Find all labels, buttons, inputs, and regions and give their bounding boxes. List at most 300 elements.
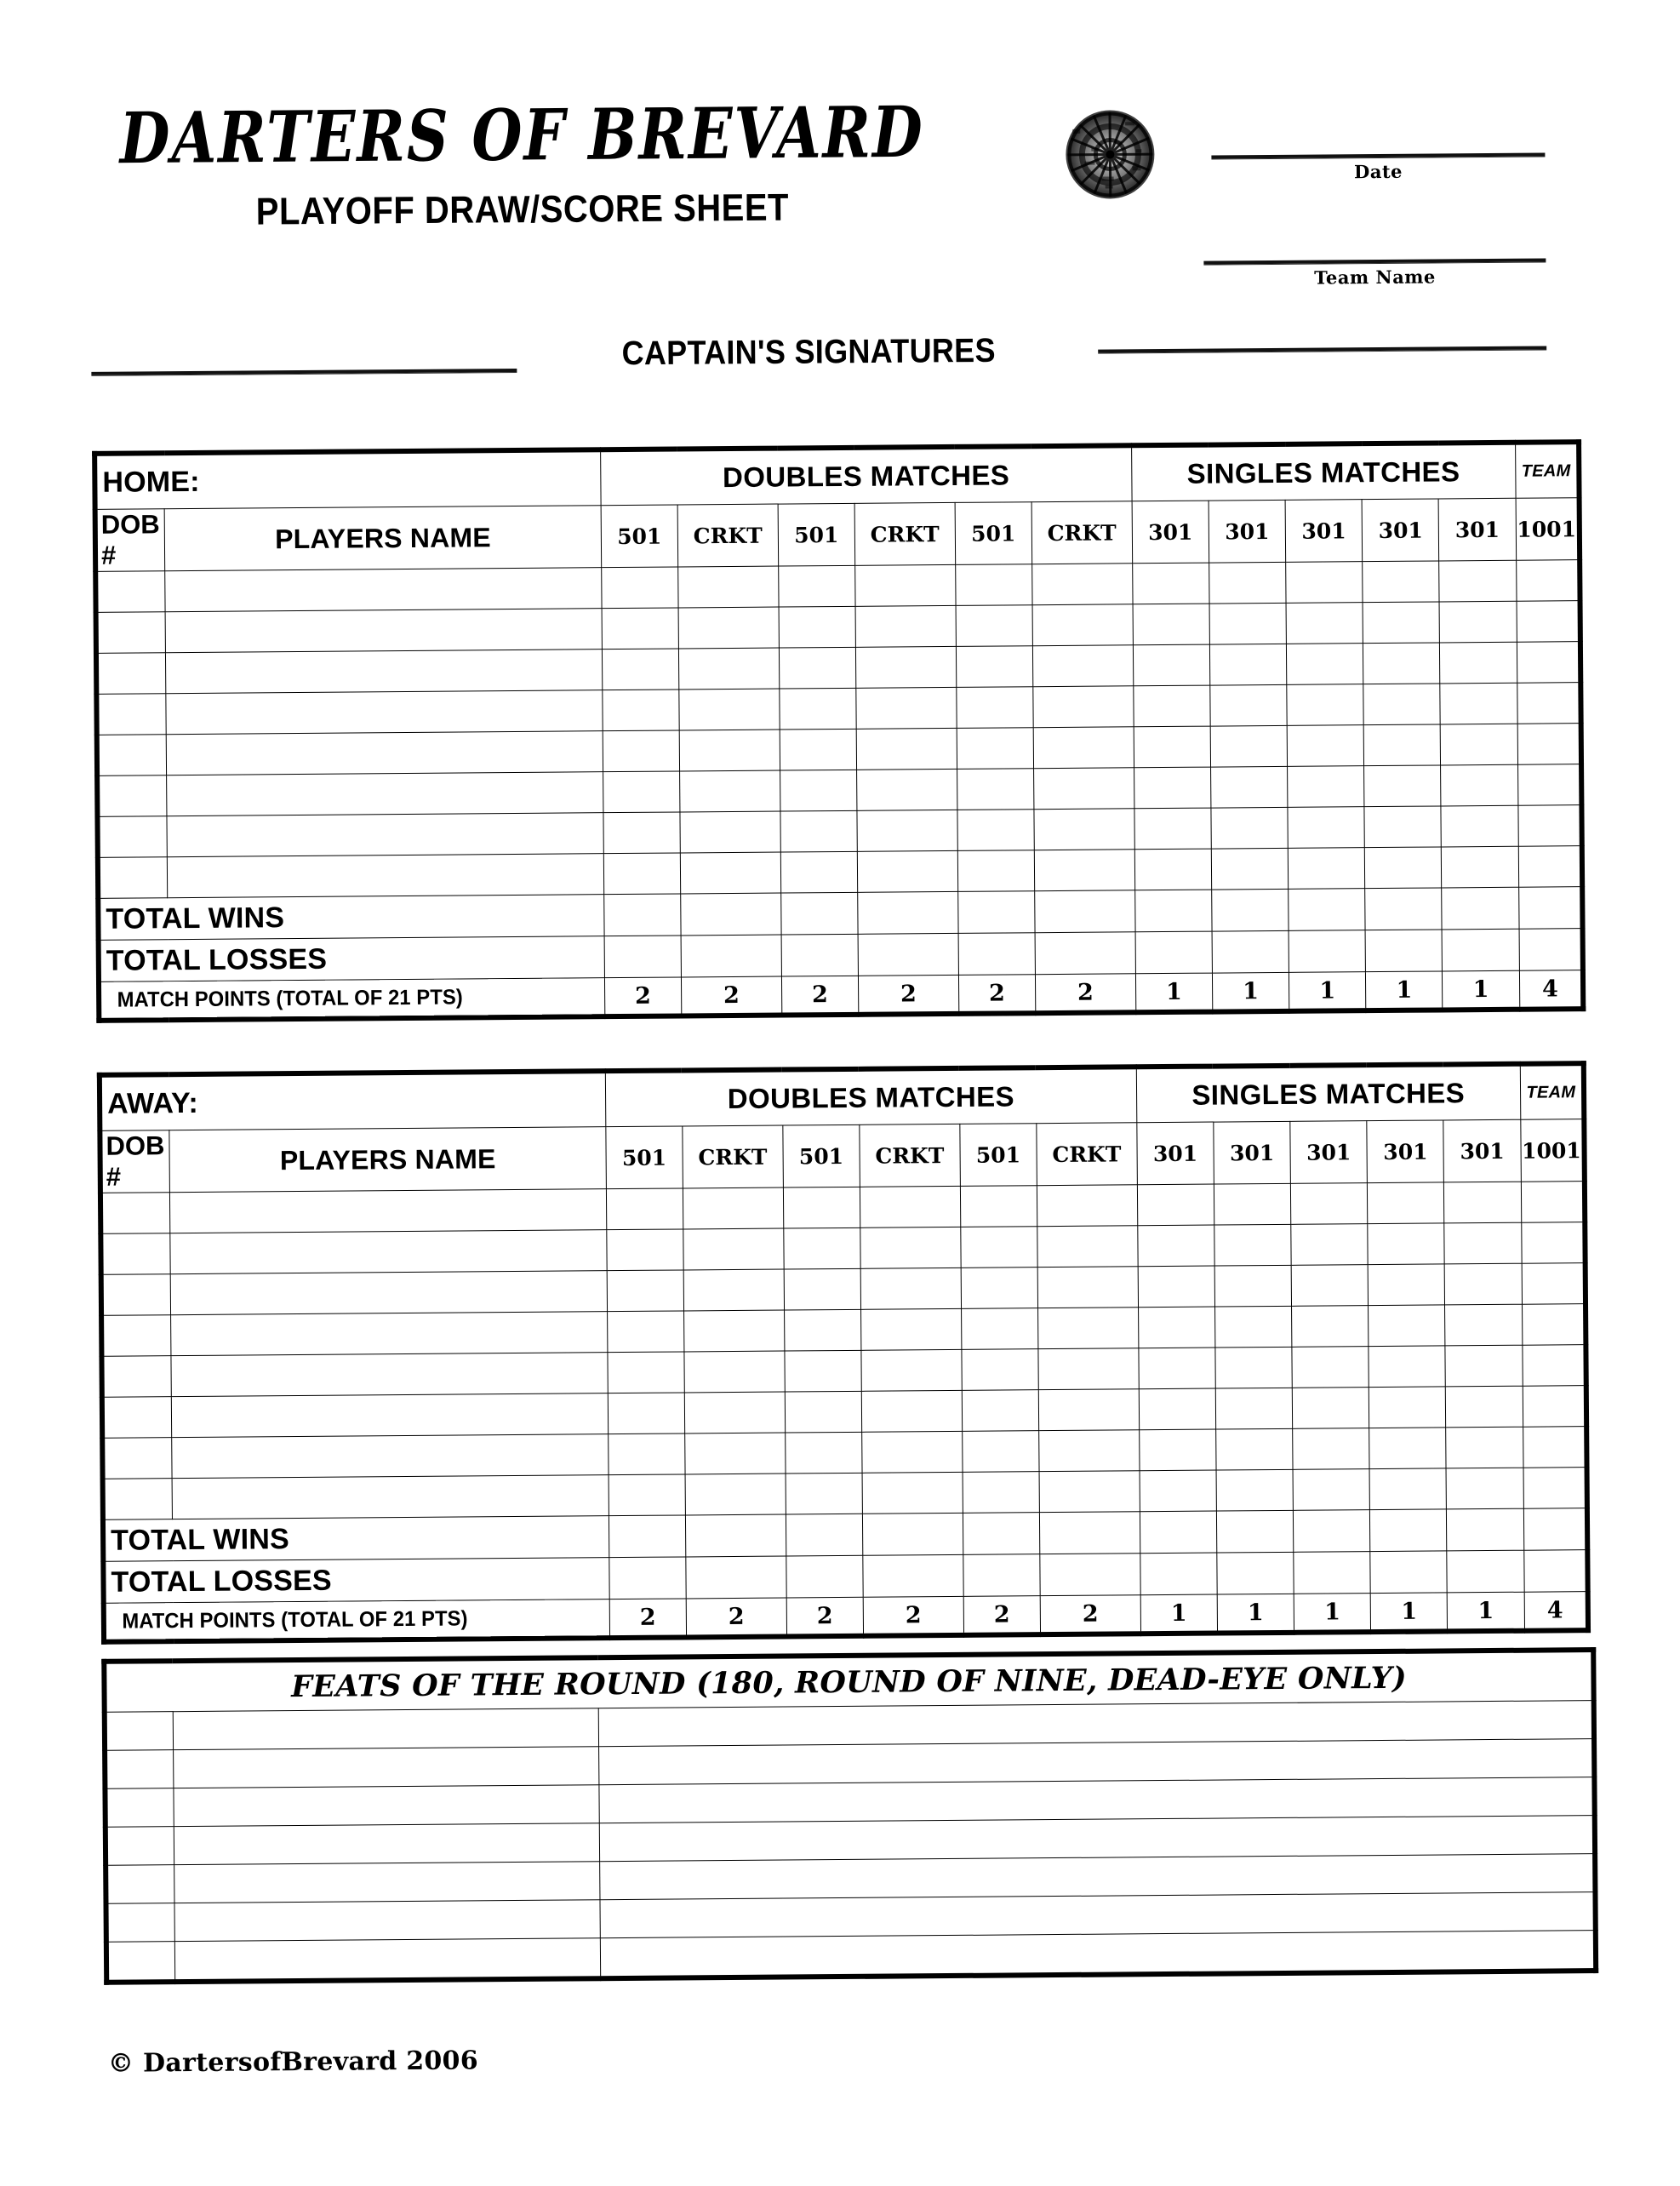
away-doubles-score-cell[interactable]	[961, 1227, 1038, 1268]
home-doubles-score-cell[interactable]	[678, 648, 779, 690]
home-singles-score-cell[interactable]	[1288, 766, 1365, 808]
home-singles-score-cell[interactable]	[1288, 848, 1365, 890]
away-doubles-score-cell[interactable]	[783, 1187, 860, 1228]
feats-rows	[105, 1701, 1596, 1983]
away-singles-score-cell[interactable]	[1445, 1304, 1523, 1346]
away-doubles-score-cell[interactable]	[683, 1269, 784, 1311]
away-doubles-score-cell[interactable]	[861, 1349, 962, 1391]
feat-cell[interactable]	[105, 1712, 173, 1751]
home-singles-score-cell[interactable]	[1210, 725, 1288, 767]
date-line[interactable]	[1211, 152, 1545, 159]
home-team-score-cell[interactable]	[1517, 724, 1581, 765]
home-player-name-cell[interactable]	[166, 690, 603, 735]
home-doubles-score-cell[interactable]	[602, 608, 679, 650]
home-total-wins-cell[interactable]	[1518, 887, 1582, 930]
away-doubles-score-cell[interactable]	[860, 1186, 960, 1227]
feat-cell[interactable]	[105, 1788, 173, 1828]
away-doubles-score-cell[interactable]	[862, 1431, 963, 1473]
away-doubles-score-cell[interactable]	[608, 1352, 685, 1393]
home-total-losses-cell[interactable]	[858, 933, 958, 976]
home-team-score-cell[interactable]	[1517, 683, 1580, 724]
away-team-name-field[interactable]: AWAY:	[100, 1071, 606, 1130]
away-doubles-score-cell[interactable]	[1039, 1430, 1140, 1472]
home-doubles-score-cell[interactable]	[957, 687, 1034, 729]
away-total-losses-cell[interactable]	[1523, 1550, 1587, 1593]
away-doubles-score-cell[interactable]	[685, 1474, 786, 1515]
home-singles-score-cell[interactable]	[1364, 806, 1442, 848]
home-total-losses-cell[interactable]	[1442, 929, 1519, 971]
home-doubles-score-cell[interactable]	[1033, 768, 1134, 810]
away-singles-score-cell[interactable]	[1139, 1348, 1216, 1389]
away-doubles-score-cell[interactable]	[684, 1392, 785, 1433]
home-singles-score-cell[interactable]	[1209, 562, 1287, 604]
home-player-dob-cell[interactable]	[97, 816, 167, 858]
away-doubles-score-cell[interactable]	[608, 1393, 685, 1434]
away-doubles-score-cell[interactable]	[785, 1391, 862, 1433]
home-doubles-score-cell[interactable]	[855, 646, 956, 688]
away-singles-score-cell[interactable]	[1368, 1264, 1445, 1306]
away-total-wins-cell[interactable]	[1039, 1512, 1140, 1554]
home-doubles-score-cell[interactable]	[780, 729, 857, 770]
home-doubles-score-cell[interactable]	[780, 810, 858, 852]
away-total-losses-cell[interactable]	[1447, 1550, 1524, 1593]
home-singles-score-cell[interactable]	[1132, 563, 1209, 604]
home-team-name-field[interactable]: HOME:	[94, 449, 601, 509]
away-total-wins-cell[interactable]	[862, 1513, 963, 1555]
away-total-wins-cell[interactable]	[1216, 1510, 1294, 1553]
home-doubles-score-cell[interactable]	[780, 688, 857, 730]
away-player-name-cell[interactable]	[171, 1353, 608, 1397]
home-doubles-score-cell[interactable]	[679, 689, 780, 730]
home-doubles-score-cell[interactable]	[957, 850, 1035, 892]
home-player-name-cell[interactable]	[167, 772, 603, 816]
home-doubles-score-cell[interactable]	[856, 687, 957, 729]
home-doubles-score-cell[interactable]	[957, 810, 1035, 851]
home-player-dob-cell[interactable]	[97, 735, 167, 776]
away-singles-score-cell[interactable]	[1291, 1183, 1369, 1225]
away-total-wins-cell[interactable]	[1447, 1508, 1524, 1551]
home-total-wins-cell[interactable]	[1212, 889, 1289, 931]
away-doubles-score-cell[interactable]	[784, 1268, 861, 1310]
home-total-losses-cell[interactable]	[1212, 930, 1289, 973]
away-doubles-score-cell[interactable]	[961, 1308, 1038, 1350]
away-player-dob-cell[interactable]	[102, 1438, 172, 1479]
home-player-dob-cell[interactable]	[95, 571, 165, 613]
away-doubles-score-cell[interactable]	[960, 1186, 1037, 1227]
home-player-name-cell[interactable]	[165, 568, 602, 612]
home-singles-score-cell[interactable]	[1439, 560, 1517, 602]
home-total-wins-cell[interactable]	[858, 891, 958, 934]
away-total-losses-cell[interactable]	[1140, 1553, 1218, 1595]
away-total-wins-cell[interactable]	[609, 1515, 686, 1558]
away-doubles-score-cell[interactable]	[1038, 1389, 1139, 1431]
home-singles-score-cell[interactable]	[1440, 642, 1517, 684]
away-player-name-cell[interactable]	[170, 1230, 607, 1274]
home-match-points-value: 2	[781, 976, 859, 1015]
away-doubles-score-cell[interactable]	[1038, 1348, 1139, 1390]
away-total-losses-cell[interactable]	[786, 1555, 864, 1598]
feat-cell[interactable]	[174, 1823, 599, 1865]
home-player-dob-cell[interactable]	[97, 775, 167, 817]
away-singles-score-cell[interactable]	[1291, 1265, 1369, 1307]
home-doubles-score-cell[interactable]	[1032, 564, 1133, 605]
away-doubles-score-cell[interactable]	[860, 1227, 961, 1268]
away-team-score-cell[interactable]	[1523, 1427, 1586, 1468]
home-singles-score-cell[interactable]	[1441, 724, 1518, 765]
home-doubles-score-cell[interactable]	[857, 850, 957, 892]
away-singles-score-cell[interactable]	[1293, 1428, 1370, 1470]
away-singles-score-cell[interactable]	[1215, 1388, 1293, 1429]
home-doubles-score-cell[interactable]	[856, 728, 957, 770]
away-total-losses-cell[interactable]	[1370, 1551, 1448, 1594]
away-singles-score-cell[interactable]	[1214, 1265, 1292, 1307]
home-doubles-score-cell[interactable]	[780, 851, 858, 893]
feat-cell[interactable]	[173, 1747, 598, 1788]
away-doubles-score-cell[interactable]	[606, 1188, 683, 1230]
home-total-wins-cell[interactable]	[1035, 890, 1135, 933]
away-doubles-score-cell[interactable]	[861, 1390, 962, 1432]
home-doubles-score-cell[interactable]	[602, 649, 679, 690]
away-player-name-cell[interactable]	[172, 1393, 609, 1438]
home-match-points-value: 2	[858, 975, 958, 1014]
home-player-dob-cell[interactable]	[96, 612, 166, 654]
home-singles-score-cell[interactable]	[1134, 808, 1212, 850]
home-doubles-score-cell[interactable]	[778, 565, 855, 607]
away-singles-score-cell[interactable]	[1138, 1307, 1215, 1348]
home-doubles-score-cell[interactable]	[779, 647, 856, 689]
home-doubles-score-cell[interactable]	[680, 852, 780, 894]
home-total-wins-cell[interactable]	[1134, 890, 1212, 932]
away-doubles-score-cell[interactable]	[862, 1472, 963, 1514]
home-singles-score-cell[interactable]	[1363, 602, 1440, 644]
home-total-losses-cell[interactable]	[1365, 930, 1443, 972]
home-doubles-score-cell[interactable]	[779, 606, 856, 648]
home-doubles-score-cell[interactable]	[678, 607, 779, 649]
away-singles-score-cell[interactable]	[1368, 1182, 1445, 1224]
home-doubles-score-cell[interactable]	[1033, 686, 1134, 728]
away-singles-score-cell[interactable]	[1138, 1225, 1215, 1267]
away-singles-score-cell[interactable]	[1369, 1346, 1446, 1388]
away-singles-score-cell[interactable]	[1215, 1347, 1293, 1388]
away-singles-score-cell[interactable]	[1140, 1470, 1217, 1512]
home-player-dob-cell[interactable]	[96, 653, 166, 695]
home-singles-score-cell[interactable]	[1442, 846, 1519, 888]
away-doubles-score-cell[interactable]	[784, 1227, 861, 1269]
away-total-wins-cell[interactable]	[1294, 1510, 1371, 1553]
feat-cell[interactable]	[173, 1785, 598, 1827]
home-player-name-cell[interactable]	[166, 609, 603, 653]
home-doubles-score-cell[interactable]	[1034, 809, 1134, 850]
away-team-score-cell[interactable]	[1523, 1468, 1587, 1509]
away-singles-score-cell[interactable]	[1368, 1223, 1445, 1265]
away-doubles-score-cell[interactable]	[608, 1433, 685, 1475]
home-doubles-score-cell[interactable]	[956, 646, 1033, 688]
away-total-losses-cell[interactable]	[1040, 1554, 1140, 1596]
home-singles-score-cell[interactable]	[1133, 604, 1210, 645]
home-singles-score-cell[interactable]	[1134, 685, 1211, 727]
away-singles-score-cell[interactable]	[1216, 1469, 1294, 1511]
away-player-name-cell[interactable]	[173, 1475, 609, 1519]
away-doubles-score-cell[interactable]	[1037, 1185, 1137, 1227]
away-singles-score-cell[interactable]	[1444, 1182, 1522, 1223]
away-doubles-score-cell[interactable]	[786, 1473, 863, 1514]
away-singles-score-cell[interactable]	[1369, 1428, 1447, 1469]
away-singles-score-cell[interactable]	[1369, 1305, 1446, 1347]
home-doubles-score-cell[interactable]	[856, 769, 957, 810]
away-total-losses-cell[interactable]	[609, 1557, 687, 1599]
away-doubles-score-cell[interactable]	[962, 1431, 1039, 1473]
away-singles-score-cell[interactable]	[1293, 1469, 1370, 1511]
away-total-losses-cell[interactable]	[1217, 1552, 1294, 1594]
away-singles-score-cell[interactable]	[1291, 1224, 1369, 1266]
away-total-wins-cell[interactable]	[963, 1513, 1040, 1555]
captain-signature-left-line[interactable]	[91, 369, 517, 376]
home-doubles-score-cell[interactable]	[957, 769, 1034, 810]
away-team-score-cell[interactable]	[1523, 1386, 1586, 1428]
home-doubles-score-cell[interactable]	[855, 564, 956, 606]
home-singles-score-cell[interactable]	[1134, 726, 1211, 768]
away-singles-score-cell[interactable]	[1292, 1347, 1369, 1388]
home-doubles-score-cell[interactable]	[603, 771, 680, 813]
home-doubles-score-cell[interactable]	[956, 605, 1033, 647]
home-player-dob-cell[interactable]	[98, 857, 168, 899]
home-team-score-cell[interactable]	[1516, 560, 1580, 602]
away-singles-score-cell[interactable]	[1445, 1263, 1523, 1305]
home-doubles-score-cell[interactable]	[679, 770, 780, 812]
away-doubles-score-cell[interactable]	[683, 1310, 784, 1352]
captain-signature-right-line[interactable]	[1098, 346, 1546, 353]
away-doubles-score-cell[interactable]	[962, 1349, 1039, 1391]
away-total-wins-cell[interactable]	[685, 1514, 786, 1557]
home-doubles-score-cell[interactable]	[957, 728, 1034, 770]
away-doubles-score-cell[interactable]	[683, 1228, 784, 1270]
away-doubles-score-cell[interactable]	[785, 1432, 862, 1474]
home-singles-score-cell[interactable]	[1209, 603, 1287, 644]
home-team-score-cell[interactable]	[1517, 601, 1580, 643]
away-singles-score-cell[interactable]	[1292, 1306, 1369, 1348]
home-singles-score-cell[interactable]	[1439, 601, 1517, 643]
away-singles-score-cell[interactable]	[1446, 1427, 1523, 1468]
home-doubles-score-cell[interactable]	[955, 564, 1032, 606]
away-doubles-score-cell[interactable]	[607, 1311, 684, 1353]
home-singles-score-cell[interactable]	[1363, 684, 1441, 725]
home-singles-score-cell[interactable]	[1286, 562, 1363, 604]
away-team-score-cell[interactable]	[1522, 1304, 1586, 1346]
home-singles-score-cell[interactable]	[1288, 807, 1365, 849]
away-doubles-score-cell[interactable]	[1037, 1267, 1138, 1308]
home-doubles-score-cell[interactable]	[780, 770, 857, 811]
home-doubles-score-cell[interactable]	[1032, 645, 1133, 687]
feat-cell[interactable]	[105, 1750, 173, 1789]
home-singles-score-cell[interactable]	[1364, 765, 1442, 807]
away-singles-score-cell[interactable]	[1445, 1345, 1523, 1387]
feat-cell[interactable]	[174, 1862, 599, 1903]
away-total-losses-cell[interactable]	[863, 1554, 963, 1597]
home-singles-score-cell[interactable]	[1440, 683, 1517, 724]
home-total-wins-cell[interactable]	[780, 892, 858, 935]
away-player-dob-cell[interactable]	[102, 1397, 172, 1439]
home-singles-score-cell[interactable]	[1441, 764, 1518, 806]
home-doubles-score-cell[interactable]	[679, 730, 780, 771]
away-player-name-cell[interactable]	[171, 1271, 608, 1315]
home-total-losses-cell[interactable]	[1035, 932, 1135, 975]
away-player-dob-cell[interactable]	[101, 1356, 171, 1398]
home-team-score-cell[interactable]	[1518, 846, 1582, 888]
home-doubles-score-cell[interactable]	[603, 853, 681, 895]
home-player-name-cell[interactable]	[167, 731, 603, 775]
away-doubles-score-cell[interactable]	[607, 1270, 684, 1312]
away-total-losses-cell[interactable]	[686, 1556, 786, 1599]
home-doubles-score-cell[interactable]	[603, 812, 681, 854]
home-team-score-cell[interactable]	[1517, 642, 1580, 684]
home-singles-score-cell[interactable]	[1210, 684, 1288, 726]
away-player-name-cell[interactable]	[172, 1434, 609, 1479]
home-singles-score-cell[interactable]	[1134, 849, 1212, 890]
home-singles-score-cell[interactable]	[1287, 725, 1364, 767]
team-name-line[interactable]	[1203, 258, 1546, 265]
home-player-name-cell[interactable]	[167, 813, 603, 857]
away-player-name-cell[interactable]	[171, 1312, 608, 1356]
home-singles-score-cell[interactable]	[1363, 561, 1440, 603]
away-doubles-score-cell[interactable]	[961, 1268, 1038, 1309]
away-player-dob-cell[interactable]	[103, 1479, 173, 1520]
home-team-score-cell[interactable]	[1518, 805, 1582, 847]
away-singles-score-cell[interactable]	[1214, 1224, 1292, 1266]
away-doubles-score-cell[interactable]	[685, 1433, 786, 1474]
away-doubles-score-cell[interactable]	[1037, 1226, 1138, 1268]
away-total-losses-cell[interactable]	[1294, 1552, 1371, 1594]
home-doubles-score-cell[interactable]	[1034, 850, 1134, 891]
away-singles-score-cell[interactable]	[1446, 1386, 1523, 1428]
feat-cell[interactable]	[106, 1942, 174, 1983]
home-singles-score-cell[interactable]	[1211, 848, 1289, 890]
home-singles-score-cell[interactable]	[1209, 644, 1287, 685]
away-team-score-cell[interactable]	[1522, 1263, 1586, 1305]
home-total-wins-cell[interactable]	[1442, 887, 1519, 930]
home-total-wins-cell[interactable]	[681, 893, 781, 936]
home-doubles-score-cell[interactable]	[1032, 604, 1133, 646]
home-match-points-value: 1	[1443, 970, 1520, 1010]
away-doubles-score-cell[interactable]	[962, 1390, 1039, 1432]
away-singles-score-cell[interactable]	[1292, 1388, 1369, 1429]
away-doubles-score-cell[interactable]	[784, 1309, 861, 1351]
home-total-wins-cell[interactable]	[1289, 889, 1366, 931]
home-singles-score-cell[interactable]	[1287, 644, 1364, 685]
away-doubles-score-cell[interactable]	[860, 1308, 961, 1350]
away-player-rows	[100, 1182, 1587, 1520]
away-singles-score-cell[interactable]	[1139, 1429, 1216, 1471]
feat-cell[interactable]	[106, 1865, 174, 1904]
away-doubles-score-cell[interactable]	[1037, 1308, 1138, 1349]
away-team-score-cell[interactable]	[1523, 1345, 1586, 1387]
home-doubles-score-cell[interactable]	[1033, 727, 1134, 769]
away-total-wins-cell[interactable]	[1370, 1509, 1448, 1552]
home-total-losses-cell[interactable]	[1519, 929, 1583, 971]
home-singles-score-cell[interactable]	[1134, 767, 1211, 809]
away-singles-score-cell[interactable]	[1444, 1222, 1522, 1264]
away-player-dob-cell[interactable]	[100, 1233, 170, 1275]
home-doubles-score-cell[interactable]	[857, 810, 957, 851]
away-singles-score-cell[interactable]	[1214, 1183, 1291, 1225]
home-singles-score-cell[interactable]	[1365, 847, 1443, 889]
away-singles-score-cell[interactable]	[1214, 1306, 1292, 1348]
away-player-dob-cell[interactable]	[101, 1315, 171, 1357]
away-total-wins-cell[interactable]	[1140, 1511, 1217, 1554]
away-team-score-cell[interactable]	[1521, 1182, 1585, 1223]
away-doubles-score-cell[interactable]	[785, 1350, 862, 1392]
home-singles-score-cell[interactable]	[1363, 724, 1441, 766]
feat-cell[interactable]	[106, 1903, 174, 1943]
away-doubles-score-cell[interactable]	[684, 1351, 785, 1393]
home-total-wins-cell[interactable]	[1365, 888, 1443, 930]
home-singles-score-cell[interactable]	[1363, 643, 1441, 684]
home-total-losses-cell[interactable]	[1135, 931, 1213, 974]
home-singles-score-cell[interactable]	[1133, 644, 1210, 686]
away-singles-score-cell[interactable]	[1369, 1387, 1447, 1428]
away-player-dob-cell[interactable]	[101, 1274, 171, 1316]
away-total-wins-cell[interactable]	[1523, 1508, 1587, 1551]
away-singles-score-cell[interactable]	[1139, 1388, 1216, 1430]
away-player-dob-cell[interactable]	[100, 1193, 170, 1234]
home-doubles-score-cell[interactable]	[678, 566, 779, 608]
away-singles-score-cell[interactable]	[1216, 1428, 1294, 1470]
home-player-dob-cell[interactable]	[96, 694, 166, 735]
away-doubles-score-cell[interactable]	[963, 1472, 1040, 1514]
feat-cell[interactable]	[600, 1931, 1596, 1979]
away-total-wins-cell[interactable]	[786, 1514, 863, 1556]
home-doubles-score-cell[interactable]	[601, 567, 678, 609]
home-total-wins-cell[interactable]	[603, 894, 681, 936]
doubles-matches-group-header: DOUBLES MATCHES	[600, 445, 1132, 505]
away-doubles-score-cell[interactable]	[860, 1268, 961, 1309]
home-total-losses-cell[interactable]	[958, 933, 1036, 976]
home-doubles-score-cell[interactable]	[603, 730, 680, 772]
feat-cell[interactable]	[174, 1938, 600, 1982]
away-singles-score-cell[interactable]	[1369, 1468, 1447, 1510]
home-total-losses-cell[interactable]	[681, 935, 781, 977]
away-total-losses-cell[interactable]	[963, 1554, 1041, 1597]
away-doubles-score-cell[interactable]	[609, 1474, 686, 1516]
feat-cell[interactable]	[173, 1708, 598, 1750]
home-total-losses-cell[interactable]	[781, 934, 859, 976]
home-doubles-score-cell[interactable]	[603, 690, 680, 731]
home-team-score-cell[interactable]	[1517, 764, 1581, 806]
away-doubles-score-cell[interactable]	[1039, 1471, 1140, 1513]
home-player-name-cell[interactable]	[168, 854, 604, 898]
home-player-name-cell[interactable]	[166, 650, 603, 694]
home-singles-score-cell[interactable]	[1287, 684, 1364, 726]
home-singles-score-cell[interactable]	[1441, 805, 1518, 847]
home-doubles-score-cell[interactable]	[855, 605, 956, 647]
home-singles-score-cell[interactable]	[1286, 603, 1363, 644]
doubles-col-header-1: 501	[606, 1126, 683, 1189]
away-doubles-score-cell[interactable]	[607, 1229, 684, 1271]
away-singles-score-cell[interactable]	[1446, 1468, 1523, 1509]
home-total-wins-cell[interactable]	[957, 891, 1035, 934]
home-singles-score-cell[interactable]	[1211, 807, 1289, 849]
feat-cell[interactable]	[106, 1827, 174, 1866]
home-doubles-score-cell[interactable]	[680, 811, 780, 853]
feat-cell[interactable]	[174, 1900, 599, 1942]
away-team-score-cell[interactable]	[1521, 1222, 1585, 1264]
away-singles-score-cell[interactable]	[1138, 1266, 1215, 1308]
home-total-losses-cell[interactable]	[1289, 930, 1366, 973]
home-total-losses-cell[interactable]	[604, 936, 682, 978]
home-singles-score-cell[interactable]	[1211, 766, 1289, 808]
away-singles-score-cell[interactable]	[1137, 1184, 1214, 1226]
away-doubles-score-cell[interactable]	[683, 1187, 783, 1229]
away-player-name-cell[interactable]	[170, 1189, 607, 1233]
